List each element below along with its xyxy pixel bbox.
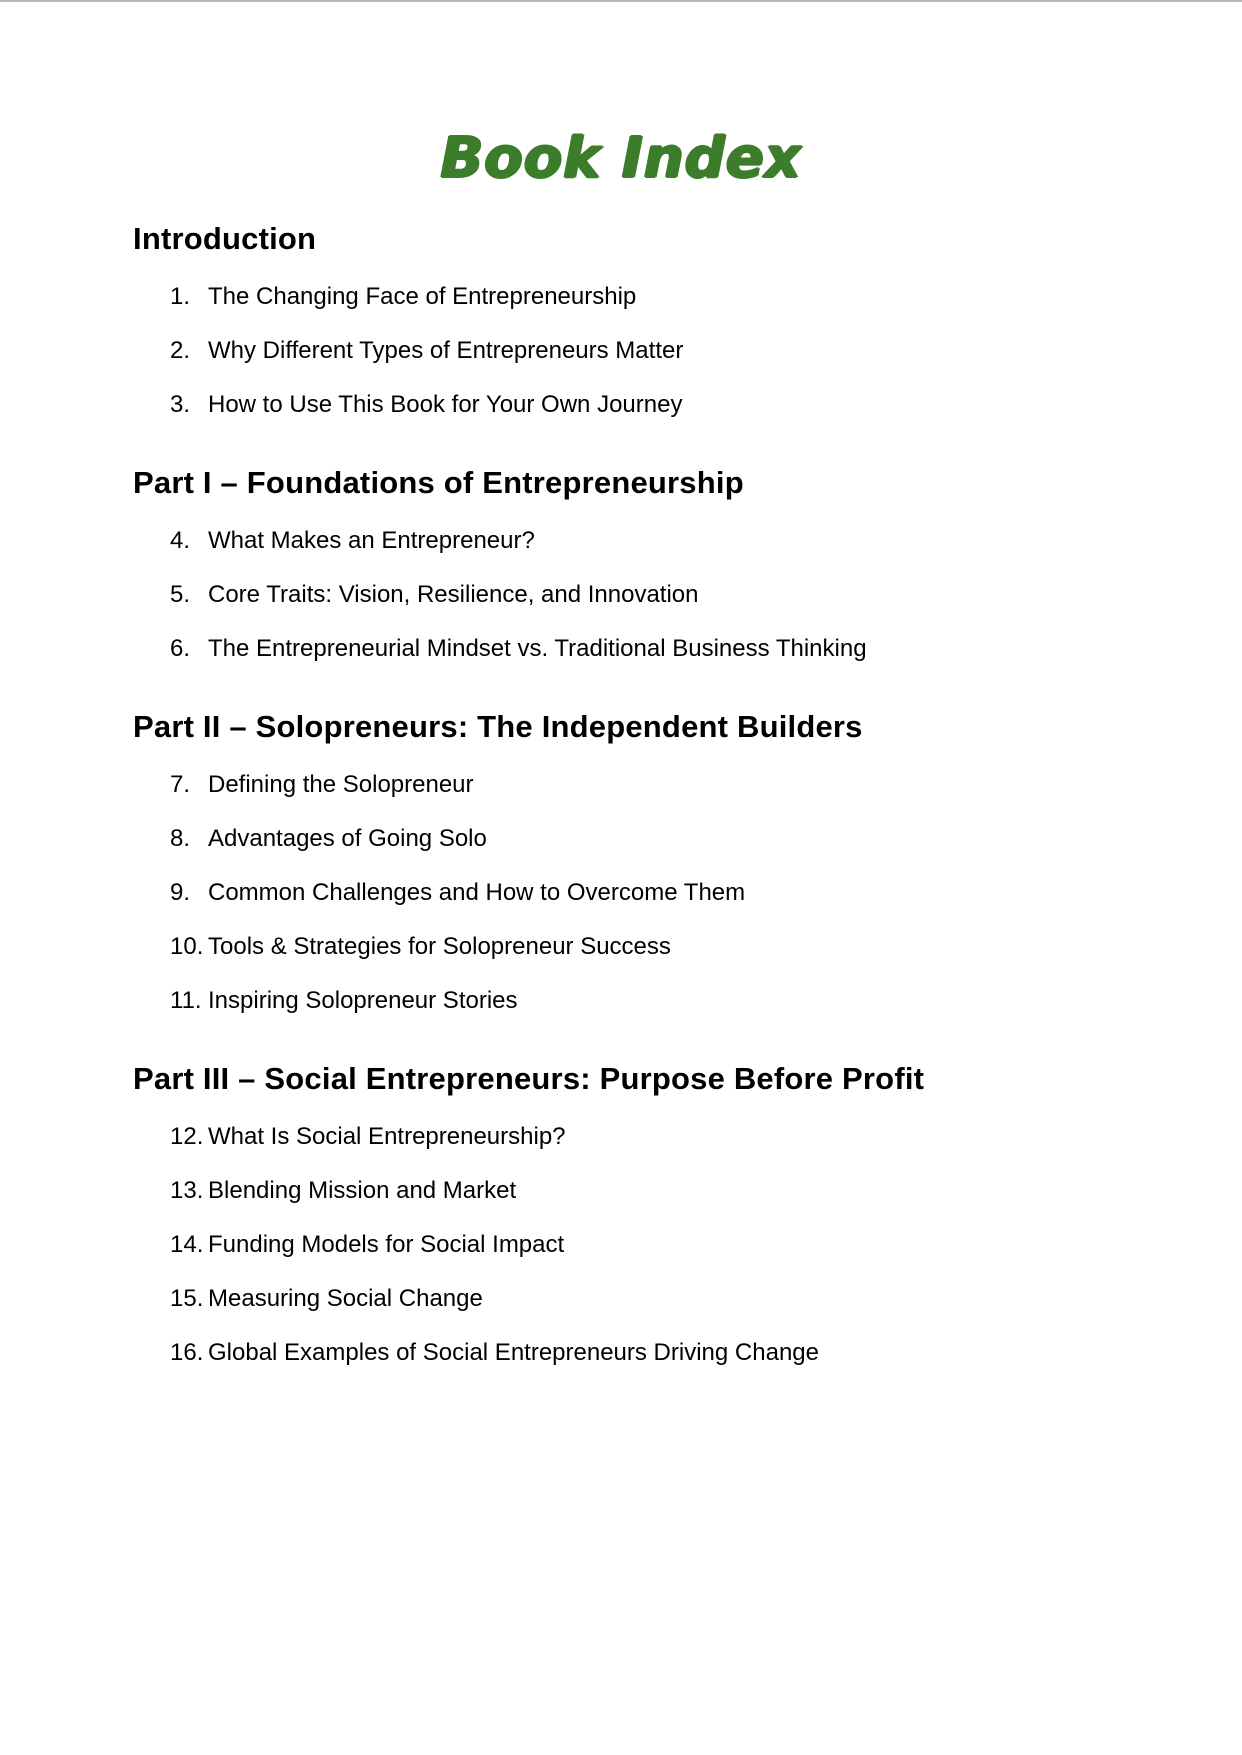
item-number: 9. xyxy=(170,879,191,906)
item-number: 10. xyxy=(170,933,204,960)
item-title: Common Challenges and How to Overcome Them xyxy=(208,879,746,906)
toc-list-item xyxy=(170,1231,1132,1259)
toc-list-item xyxy=(170,527,1132,555)
item-number: 3. xyxy=(170,391,191,418)
item-title: What Makes an Entrepreneur? xyxy=(208,527,535,554)
section-heading: Part II – Solopreneurs: The Independent Builders xyxy=(133,709,863,744)
item-number: 5. xyxy=(170,581,191,608)
toc-list-item xyxy=(170,933,1132,961)
section-items xyxy=(133,771,1132,1015)
toc-list-item xyxy=(170,987,1132,1015)
toc-section xyxy=(133,221,1132,419)
toc-section xyxy=(133,465,1132,663)
toc-section xyxy=(133,1061,1132,1367)
item-title: Inspiring Solopreneur Stories xyxy=(208,987,518,1014)
toc-list-item xyxy=(170,879,1132,907)
toc-list-item xyxy=(170,337,1132,365)
item-number: 12. xyxy=(170,1123,204,1150)
item-number: 15. xyxy=(170,1285,204,1312)
section-heading: Part III – Social Entrepreneurs: Purpose Before Profit xyxy=(133,1061,925,1096)
item-title: What Is Social Entrepreneurship? xyxy=(208,1123,566,1150)
toc-section xyxy=(133,709,1132,1015)
toc-list-item xyxy=(170,1285,1132,1313)
toc-list-item xyxy=(170,283,1132,311)
item-title: Global Examples of Social Entrepreneurs Driving Change xyxy=(208,1339,819,1366)
item-number: 8. xyxy=(170,825,191,852)
item-title: Funding Models for Social Impact xyxy=(208,1231,565,1258)
section-heading: Introduction xyxy=(133,221,317,256)
item-title: The Changing Face of Entrepreneurship xyxy=(208,283,637,310)
item-title: Advantages of Going Solo xyxy=(208,825,487,852)
toc-list-item xyxy=(170,1339,1132,1367)
page-title: Book Index xyxy=(440,126,802,191)
toc-content xyxy=(133,221,1132,1367)
item-title: Tools & Strategies for Solopreneur Success xyxy=(208,933,671,960)
toc-list-item xyxy=(170,825,1132,853)
toc-list-item xyxy=(170,635,1132,663)
item-number: 1. xyxy=(170,283,191,310)
item-number: 2. xyxy=(170,337,191,364)
section-items xyxy=(133,1123,1132,1367)
item-number: 16. xyxy=(170,1339,204,1366)
item-number: 14. xyxy=(170,1231,204,1258)
toc-list-item xyxy=(170,1123,1132,1151)
section-items xyxy=(133,527,1132,663)
item-number: 7. xyxy=(170,771,191,798)
item-title: Defining the Solopreneur xyxy=(208,771,474,798)
toc-list-item xyxy=(170,391,1132,419)
item-number: 13. xyxy=(170,1177,204,1204)
item-title: How to Use This Book for Your Own Journey xyxy=(208,391,683,418)
item-number: 6. xyxy=(170,635,191,662)
item-title: Measuring Social Change xyxy=(208,1285,483,1312)
item-title: Blending Mission and Market xyxy=(208,1177,517,1204)
toc-list-item xyxy=(170,1177,1132,1205)
item-title: Core Traits: Vision, Resilience, and Innovation xyxy=(208,581,699,608)
item-number: 4. xyxy=(170,527,191,554)
section-heading: Part I – Foundations of Entrepreneurship xyxy=(133,465,744,500)
item-number: 11. xyxy=(170,987,202,1014)
item-title: Why Different Types of Entrepreneurs Matter xyxy=(208,337,684,364)
item-title: The Entrepreneurial Mindset vs. Traditional Business Thinking xyxy=(208,635,867,662)
toc-list-item xyxy=(170,581,1132,609)
section-items xyxy=(133,283,1132,419)
toc-list-item xyxy=(170,771,1132,799)
